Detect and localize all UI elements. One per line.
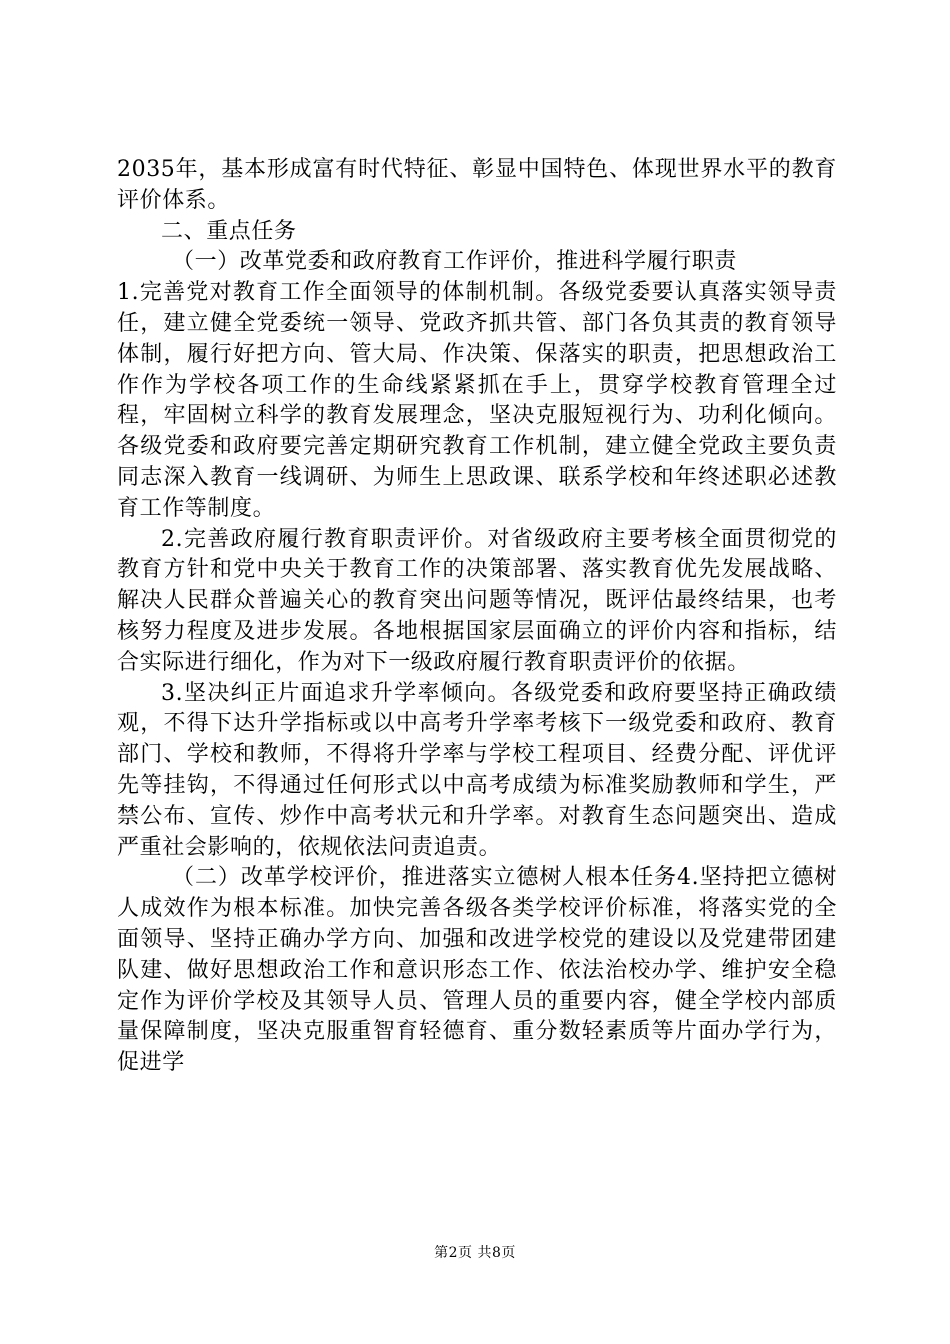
section-heading-two: （二）改革学校评价，推进落实立德树人根本任务4.坚持把立德树人成效作为根本标准。加快完善各级各类学校评价标准，将落实党的全面领导、坚持正确办学方向、加强和改进学校党的建设以及党建带团建队建、做好思想政治工作和意识形态工作、依法治校办学、维护安全稳定作为评价学校及其领导人员、管理人员的重要内容，健全学校内部质量保障制度，坚决克服重智育轻德育、重分数轻素质等片面办学行为，促进学: [117, 865, 837, 1076]
section-heading-one: （一）改革党委和政府教育工作评价，推进科学履行职责: [172, 249, 738, 275]
heading-key-tasks: 二、重点任务: [161, 218, 297, 244]
page-number-label: 第2页 共8页: [434, 1245, 516, 1261]
document-body: [117, 155, 837, 1079]
paragraph-item-2: 2.完善政府履行教育职责评价。对省级政府主要考核全面贯彻党的教育方针和党中央关于教育工作的决策部署、落实教育优先发展战略、解决人民群众普遍关心的教育突出问题等情况，既评估最终结果，也考核努力程度及进步发展。各地根据国家层面确立的评价内容和指标，结合实际进行细化，作为对下一级政府履行教育职责评价的依据。: [117, 526, 837, 675]
page-footer: [0, 1242, 950, 1262]
paragraph-continuation: 2035年，基本形成富有时代特征、彰显中国特色、体现世界水平的教育评价体系。: [117, 157, 837, 213]
paragraph-item-1: 1.完善党对教育工作全面领导的体制机制。各级党委要认真落实领导责任，建立健全党委统一领导、党政齐抓共管、部门各负其责的教育领导体制，履行好把方向、管大局、作决策、保落实的职责，把思想政治工作作为学校各项工作的生命线紧紧抓在手上，贯穿学校教育管理全过程，牢固树立科学的教育发展理念，坚决克服短视行为、功利化倾向。各级党委和政府要完善定期研究教育工作机制，建立健全党政主要负责同志深入教育一线调研、为师生上思政课、联系学校和年终述职必述教育工作等制度。: [117, 280, 837, 521]
paragraph-item-3: 3.坚决纠正片面追求升学率倾向。各级党委和政府要坚持正确政绩观，不得下达升学指标或以中高考升学率考核下一级党委和政府、教育部门、学校和教师，不得将升学率与学校工程项目、经费分配、评优评先等挂钩，不得通过任何形式以中高考成绩为标准奖励教师和学生，严禁公布、宣传、炒作中高考状元和升学率。对教育生态问题突出、造成严重社会影响的，依规依法问责追责。: [117, 680, 837, 860]
